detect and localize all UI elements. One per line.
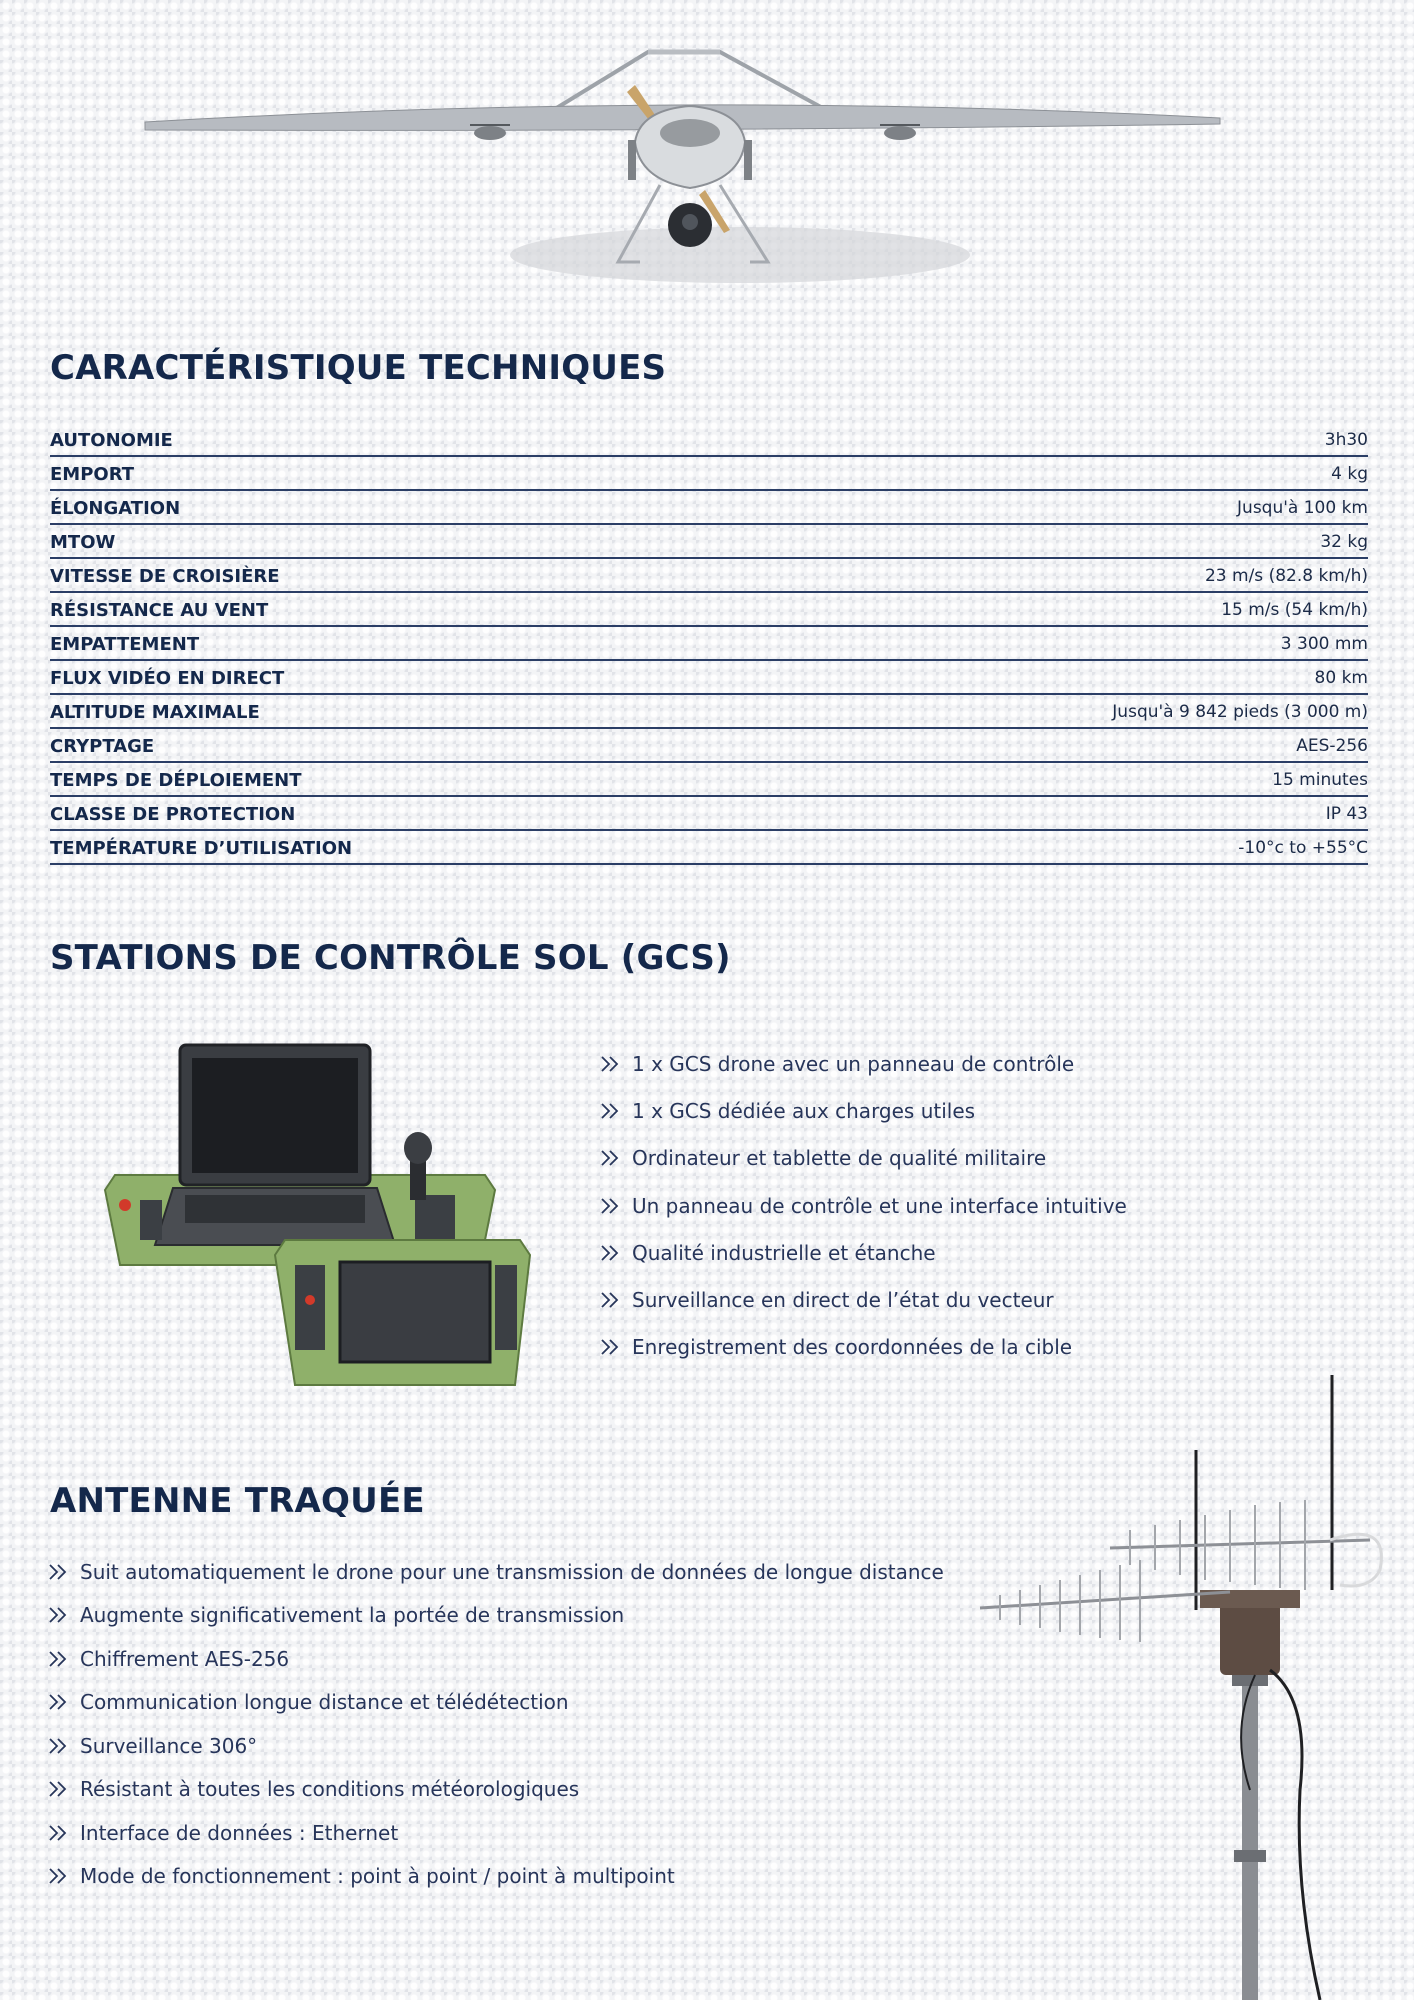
double-chevron-icon <box>600 1195 622 1217</box>
double-chevron-icon <box>600 1242 622 1264</box>
spec-row <box>50 425 1368 457</box>
spec-value: Jusqu'à 100 km <box>1237 498 1368 518</box>
spec-label: VITESSE DE CROISIÈRE <box>50 565 280 587</box>
spec-label: CRYPTAGE <box>50 735 155 757</box>
spec-label: MTOW <box>50 531 116 553</box>
antenna-feature-text: Suit automatiquement le drone pour une transmission de données de longue distance <box>80 1559 944 1584</box>
list-item <box>48 1768 944 1812</box>
list-item <box>600 1087 1127 1134</box>
spec-row <box>50 833 1368 865</box>
antenna-feature-text: Chiffrement AES-256 <box>80 1646 290 1671</box>
spec-label: RÉSISTANCE AU VENT <box>50 599 269 621</box>
spec-value: 32 kg <box>1320 532 1368 552</box>
list-item <box>48 1681 944 1725</box>
antenna-feature-text: Augmente significativement la portée de transmission <box>80 1603 625 1628</box>
spec-row <box>50 527 1368 559</box>
spec-label: TEMPÉRATURE D’UTILISATION <box>50 837 353 859</box>
spec-row <box>50 629 1368 661</box>
gcs-title: STATIONS DE CONTRÔLE SOL (GCS) <box>50 938 731 978</box>
list-item <box>48 1724 944 1768</box>
spec-label: TEMPS DE DÉPLOIEMENT <box>50 769 302 791</box>
list-item <box>600 1229 1127 1276</box>
double-chevron-icon <box>48 1865 70 1887</box>
gcs-feature-text: 1 x GCS dédiée aux charges utiles <box>632 1098 976 1123</box>
gcs-feature-text: Qualité industrielle et étanche <box>632 1240 936 1265</box>
spec-label: AUTONOMIE <box>50 429 173 451</box>
gcs-feature-text: Enregistrement des coordonnées de la cible <box>632 1335 1073 1360</box>
antenna-feature-text: Résistant à toutes les conditions météorologiques <box>80 1777 580 1802</box>
specs-title: CARACTÉRISTIQUE TECHNIQUES <box>50 348 667 388</box>
gcs-feature-text: Ordinateur et tablette de qualité militaire <box>632 1146 1047 1171</box>
spec-label: ÉLONGATION <box>50 497 181 519</box>
list-item <box>48 1637 944 1681</box>
list-item <box>48 1550 944 1594</box>
double-chevron-icon <box>600 1100 622 1122</box>
spec-value: 23 m/s (82.8 km/h) <box>1204 566 1368 586</box>
spec-row <box>50 459 1368 491</box>
spec-value: IP 43 <box>1325 804 1368 824</box>
list-item <box>48 1811 944 1855</box>
list-item <box>600 1135 1127 1182</box>
double-chevron-icon <box>48 1778 70 1800</box>
double-chevron-icon <box>48 1691 70 1713</box>
antenna-feature-text: Communication longue distance et télédétection <box>80 1690 569 1715</box>
list-item <box>600 1324 1127 1371</box>
double-chevron-icon <box>600 1289 622 1311</box>
double-chevron-icon <box>48 1648 70 1670</box>
spec-row <box>50 697 1368 729</box>
list-item <box>600 1182 1127 1229</box>
double-chevron-icon <box>48 1735 70 1757</box>
antenna-feature-list <box>48 1550 944 1898</box>
spec-label: ALTITUDE MAXIMALE <box>50 701 260 723</box>
double-chevron-icon <box>48 1604 70 1626</box>
antenna-feature-text: Mode de fonctionnement : point à point / point à multipoint <box>80 1864 675 1889</box>
spec-label: EMPORT <box>50 463 135 485</box>
spec-value: 3 300 mm <box>1280 634 1368 654</box>
spec-label: EMPATTEMENT <box>50 633 200 655</box>
spec-row <box>50 595 1368 627</box>
spec-row <box>50 663 1368 695</box>
spec-row <box>50 731 1368 763</box>
gcs-feature-text: Un panneau de contrôle et une interface intuitive <box>632 1193 1127 1218</box>
antenna-feature-text: Interface de données : Ethernet <box>80 1820 399 1845</box>
gcs-feature-text: Surveillance en direct de l’état du vecteur <box>632 1288 1054 1313</box>
double-chevron-icon <box>600 1053 622 1075</box>
spec-row <box>50 493 1368 525</box>
spec-value: 3h30 <box>1324 430 1368 450</box>
spec-value: 4 kg <box>1331 464 1368 484</box>
antenna-image <box>970 1370 1414 2000</box>
spec-row <box>50 799 1368 831</box>
double-chevron-icon <box>600 1147 622 1169</box>
list-item <box>600 1276 1127 1323</box>
gcs-image <box>95 1040 545 1390</box>
list-item <box>600 1040 1127 1087</box>
double-chevron-icon <box>600 1336 622 1358</box>
gcs-feature-list <box>600 1040 1127 1371</box>
spec-value: Jusqu'à 9 842 pieds (3 000 m) <box>1112 702 1368 722</box>
spec-value: -10°c to +55°C <box>1238 838 1368 858</box>
spec-label: CLASSE DE PROTECTION <box>50 803 296 825</box>
spec-value: 80 km <box>1314 668 1368 688</box>
spec-row <box>50 561 1368 593</box>
spec-value: 15 m/s (54 km/h) <box>1221 600 1368 620</box>
list-item <box>48 1594 944 1638</box>
antenna-feature-text: Surveillance 306° <box>80 1733 258 1758</box>
antenna-title: ANTENNE TRAQUÉE <box>50 1481 425 1521</box>
spec-value: AES-256 <box>1296 736 1368 756</box>
specs-table <box>50 425 1368 867</box>
spec-value: 15 minutes <box>1272 770 1368 790</box>
gcs-feature-text: 1 x GCS drone avec un panneau de contrôle <box>632 1051 1075 1076</box>
double-chevron-icon <box>48 1561 70 1583</box>
drone-image <box>140 30 1240 290</box>
spec-row <box>50 765 1368 797</box>
spec-label: FLUX VIDÉO EN DIRECT <box>50 667 285 689</box>
list-item <box>48 1855 944 1899</box>
double-chevron-icon <box>48 1822 70 1844</box>
